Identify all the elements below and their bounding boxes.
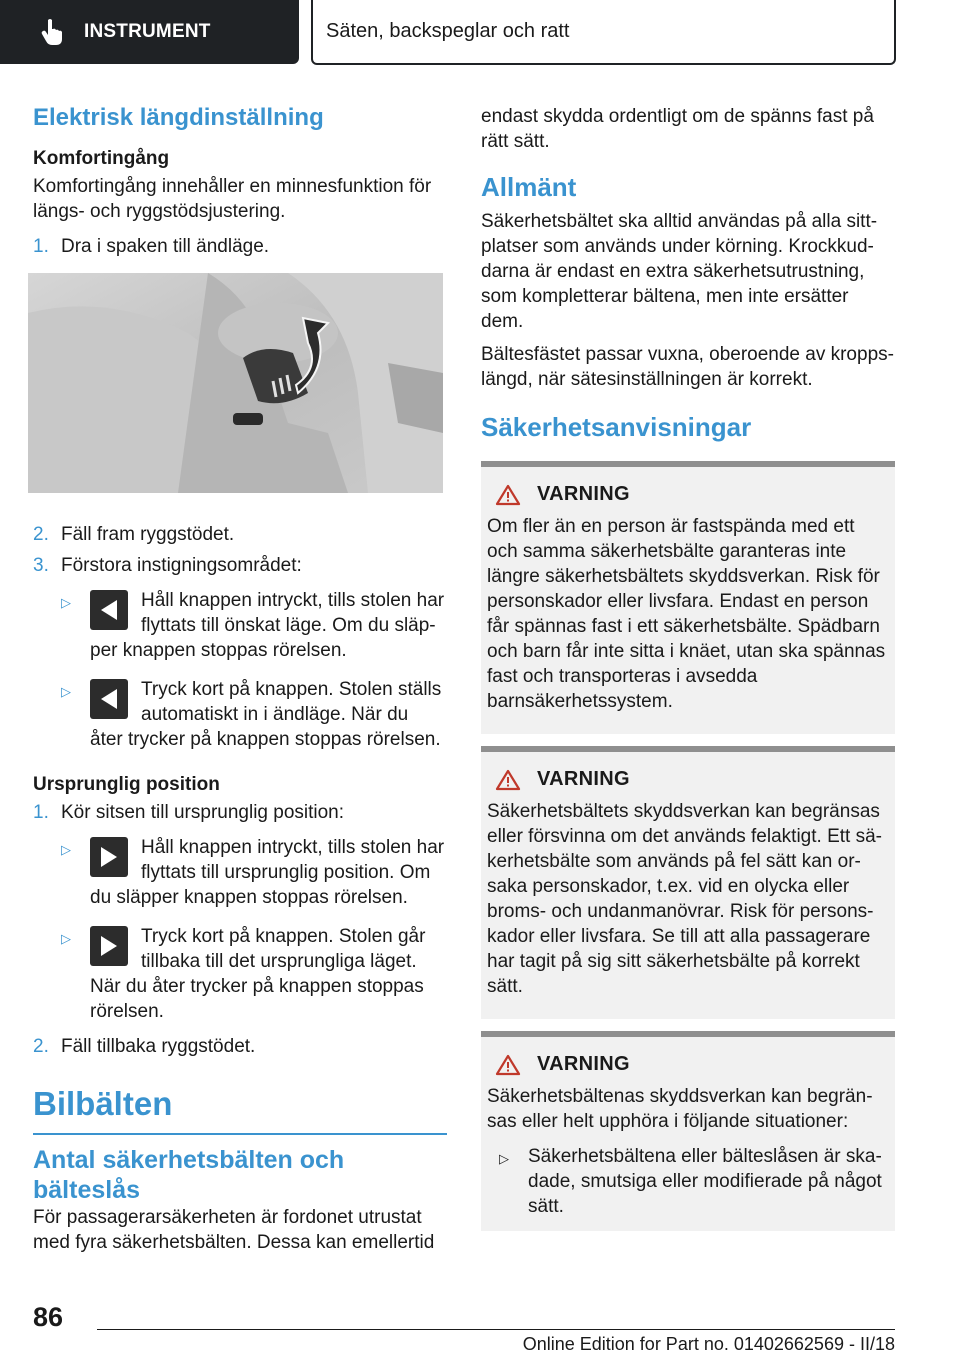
warning-box xyxy=(481,461,895,734)
bullet-item xyxy=(61,924,445,1024)
warning-text: Säkerhetsbältets skyddsverkan kan begränsas eller försvinna om det används felaktigt. Ett säkerhetsbälte som används på fel sätt kan orsaka personskador, t.ex. vid en olycka eller broms- och undanmanövrar. Risk för personskador eller livsfara. Se till att alla passagerare har tagit på sig sitt säkerhetsbälte på korrekt sätt. xyxy=(487,801,882,997)
bullet-text: Säkerhetsbältena eller bälteslåsen är skadade, smutsiga eller modifierade på något sätt. xyxy=(528,1146,882,1217)
warning-label: VARNING xyxy=(537,483,630,505)
triangle-bullet-icon: ▷ xyxy=(61,684,71,699)
step-number: 2. xyxy=(33,1036,49,1057)
section-tab[interactable] xyxy=(0,0,299,64)
triangle-bullet-icon: ▷ xyxy=(61,595,71,610)
warning-triangle-icon xyxy=(495,484,521,506)
step-text: Dra i spaken till ändläge. xyxy=(61,236,270,257)
page-header xyxy=(0,0,960,66)
step-text: Förstora instigningsområdet: xyxy=(61,555,302,576)
warning-text: Om fler än en person är fastspända med ett och samma säkerhetsbälte garanteras inte längre säkerhetsbältets skyddsverkan. Risk för personskador eller livsfara. Endast en person får spännas fast i ett säkerhetsbälte. Spädbarn och barn får inte sitta i knäet, utan ska spännas fast och transporteras i avsedda barnsäkerhetssystem. xyxy=(487,516,886,712)
original-position-heading: Ursprunglig position xyxy=(33,774,220,795)
footer-rule xyxy=(97,1329,895,1330)
step-text: Fäll fram ryggstödet. xyxy=(61,524,235,545)
right-column xyxy=(481,96,895,1231)
step-item xyxy=(33,522,445,547)
arrow-right-button-icon xyxy=(90,926,128,966)
bullet-text: Tryck kort på knappen. Stolen ställs automatiskt in i ändläge. När du åter trycker på knappen stoppas rörelsen. xyxy=(90,679,442,750)
hand-pointer-icon xyxy=(40,18,64,46)
comfort-text: Komfortingång innehåller en minnesfunktion för längs- och ryggstödsjustering. xyxy=(33,176,432,222)
bullet-item xyxy=(61,677,445,752)
warning-label: VARNING xyxy=(537,1053,630,1075)
arrow-right-button-icon xyxy=(90,837,128,877)
step-item xyxy=(33,800,445,825)
continued-text: endast skydda ordentligt om de spänns fast på rätt sätt. xyxy=(481,106,874,152)
warning-label: VARNING xyxy=(537,768,630,790)
subsection-heading: Antal säkerhetsbälten och bälteslås xyxy=(33,1146,345,1204)
bullet-item xyxy=(61,588,445,663)
bullet-item xyxy=(61,835,445,910)
comfort-heading: Komfortingång xyxy=(33,148,170,169)
left-column xyxy=(33,96,445,1255)
general-heading: Allmänt xyxy=(481,172,577,202)
safety-heading: Säkerhetsanvisningar xyxy=(481,412,752,442)
warning-box xyxy=(481,746,895,1019)
general-text-1: Säkerhetsbältet ska alltid användas på alla sittplatser som används under körning. Krockkuddarna är endast en extra säkerhetsutrustning, som kompletterar bältena, men inte ersätter dem. xyxy=(481,211,878,332)
step-number: 1. xyxy=(33,236,49,257)
step-number: 3. xyxy=(33,555,49,576)
step-number: 1. xyxy=(33,802,49,823)
triangle-bullet-icon: ▷ xyxy=(499,1151,509,1166)
warning-triangle-icon xyxy=(495,769,521,791)
step-number: 2. xyxy=(33,524,49,545)
chapter-title: Säten, backspeglar och ratt xyxy=(326,20,570,42)
warning-box xyxy=(481,1031,895,1231)
chapter-rule xyxy=(33,1133,447,1135)
subsection-text: För passagerarsäkerheten är fordonet utrustat med fyra säkerhetsbälten. Dessa kan emellertid xyxy=(33,1207,435,1253)
chapter-title-box xyxy=(311,0,896,65)
general-text-2: Bältesfästet passar vuxna, oberoende av kroppslängd, när sätesinställningen är korrekt. xyxy=(481,344,894,390)
step-item xyxy=(33,234,445,259)
chapter-heading: Bilbälten xyxy=(33,1085,173,1122)
section-heading: Elektrisk längdinställning xyxy=(33,104,324,131)
arrow-left-button-icon xyxy=(90,590,128,630)
step-item xyxy=(33,1034,445,1059)
bullet-text: Håll knappen intryckt, tills stolen har flyttats till önskat läge. Om du släpper knappen stoppas rörelsen. xyxy=(90,590,445,661)
edition-text: Online Edition for Part no. 01402662569 - II/18 xyxy=(522,1334,895,1354)
bullet-text: Tryck kort på knappen. Stolen går tillbaka till det ursprungliga läget. När du åter trycker på knappen stoppas rörelsen. xyxy=(90,926,426,1022)
step-text: Kör sitsen till ursprunglig position: xyxy=(61,802,345,823)
bullet-item xyxy=(499,1144,889,1219)
step-item xyxy=(33,553,445,578)
warning-text: Säkerhetsbältenas skyddsverkan kan begränsas eller helt upphöra i följande situationer: xyxy=(487,1086,873,1132)
triangle-bullet-icon: ▷ xyxy=(61,842,71,857)
arrow-left-button-icon xyxy=(90,679,128,719)
triangle-bullet-icon: ▷ xyxy=(61,931,71,946)
warning-triangle-icon xyxy=(495,1054,521,1076)
bullet-text: Håll knappen intryckt, tills stolen har flyttats till ursprunglig position. Om du släpper knappen stoppas rörelsen. xyxy=(90,837,445,908)
page-number: 86 xyxy=(33,1302,64,1332)
section-label: INSTRUMENT xyxy=(84,21,211,42)
step-text: Fäll tillbaka ryggstödet. xyxy=(61,1036,256,1057)
seat-lever-photo xyxy=(28,273,443,493)
